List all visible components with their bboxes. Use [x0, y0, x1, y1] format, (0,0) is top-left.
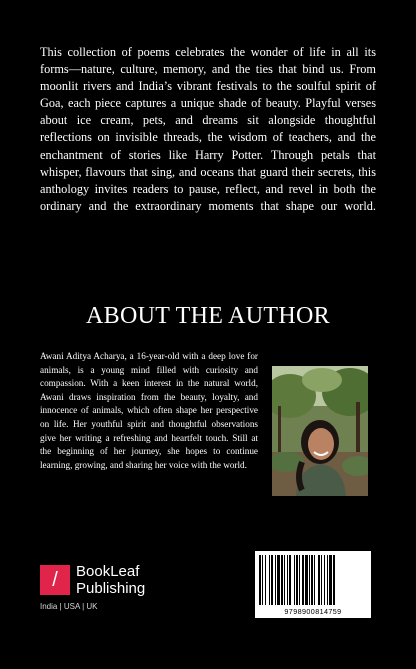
isbn-number: 9798900814759	[284, 607, 342, 616]
about-author-heading: ABOUT THE AUTHOR	[86, 303, 330, 329]
isbn-barcode	[255, 551, 371, 618]
publisher-name-line2: Publishing	[76, 580, 146, 597]
publisher-logo-mark: /	[40, 565, 70, 595]
publisher-name-line1: BookLeaf	[76, 563, 140, 580]
back-cover-blurb: This collection of poems celebrates the wonder of life in all its forms—nature, culture, memory, and the ties that bind us. From moonlit rivers and India’s vibrant festivals to the soulful spirit of Goa, each piece captures a unique shade of beauty. Playful verses about ice cream, pets, and dreams sit alongside thoughtful reflections on invisible threads, the wisdom of teachers, and the enchantment of stories like Harry Potter. Through petals that whisper, flavours that sing, and oceans that guard their secrets, this anthology invites readers to pause, reflect, and revel in both the ordinary and the extraordinary moments that shape our world.	[40, 45, 376, 213]
author-bio: Awani Aditya Acharya, a 16-year-old with a deep love for animals, is a young mind filled with curiosity and compassion. With a keen interest in the natural world, Awani draws inspiration from the beauty, loyalty, and innocence of animals, which often shape her perspective on life. Her youthful spirit and thoughtful observations give her writing a refreshing and heartfelt touch. Still at the beginning of her journey, she hopes to continue learning, growing, and sharing her voice with the world.	[40, 351, 258, 470]
publisher-name	[76, 563, 145, 597]
author-photo	[272, 366, 368, 496]
publisher-tagline: India | USA | UK	[40, 602, 98, 611]
publisher-logo	[40, 562, 200, 622]
barcode-bars	[259, 555, 367, 605]
